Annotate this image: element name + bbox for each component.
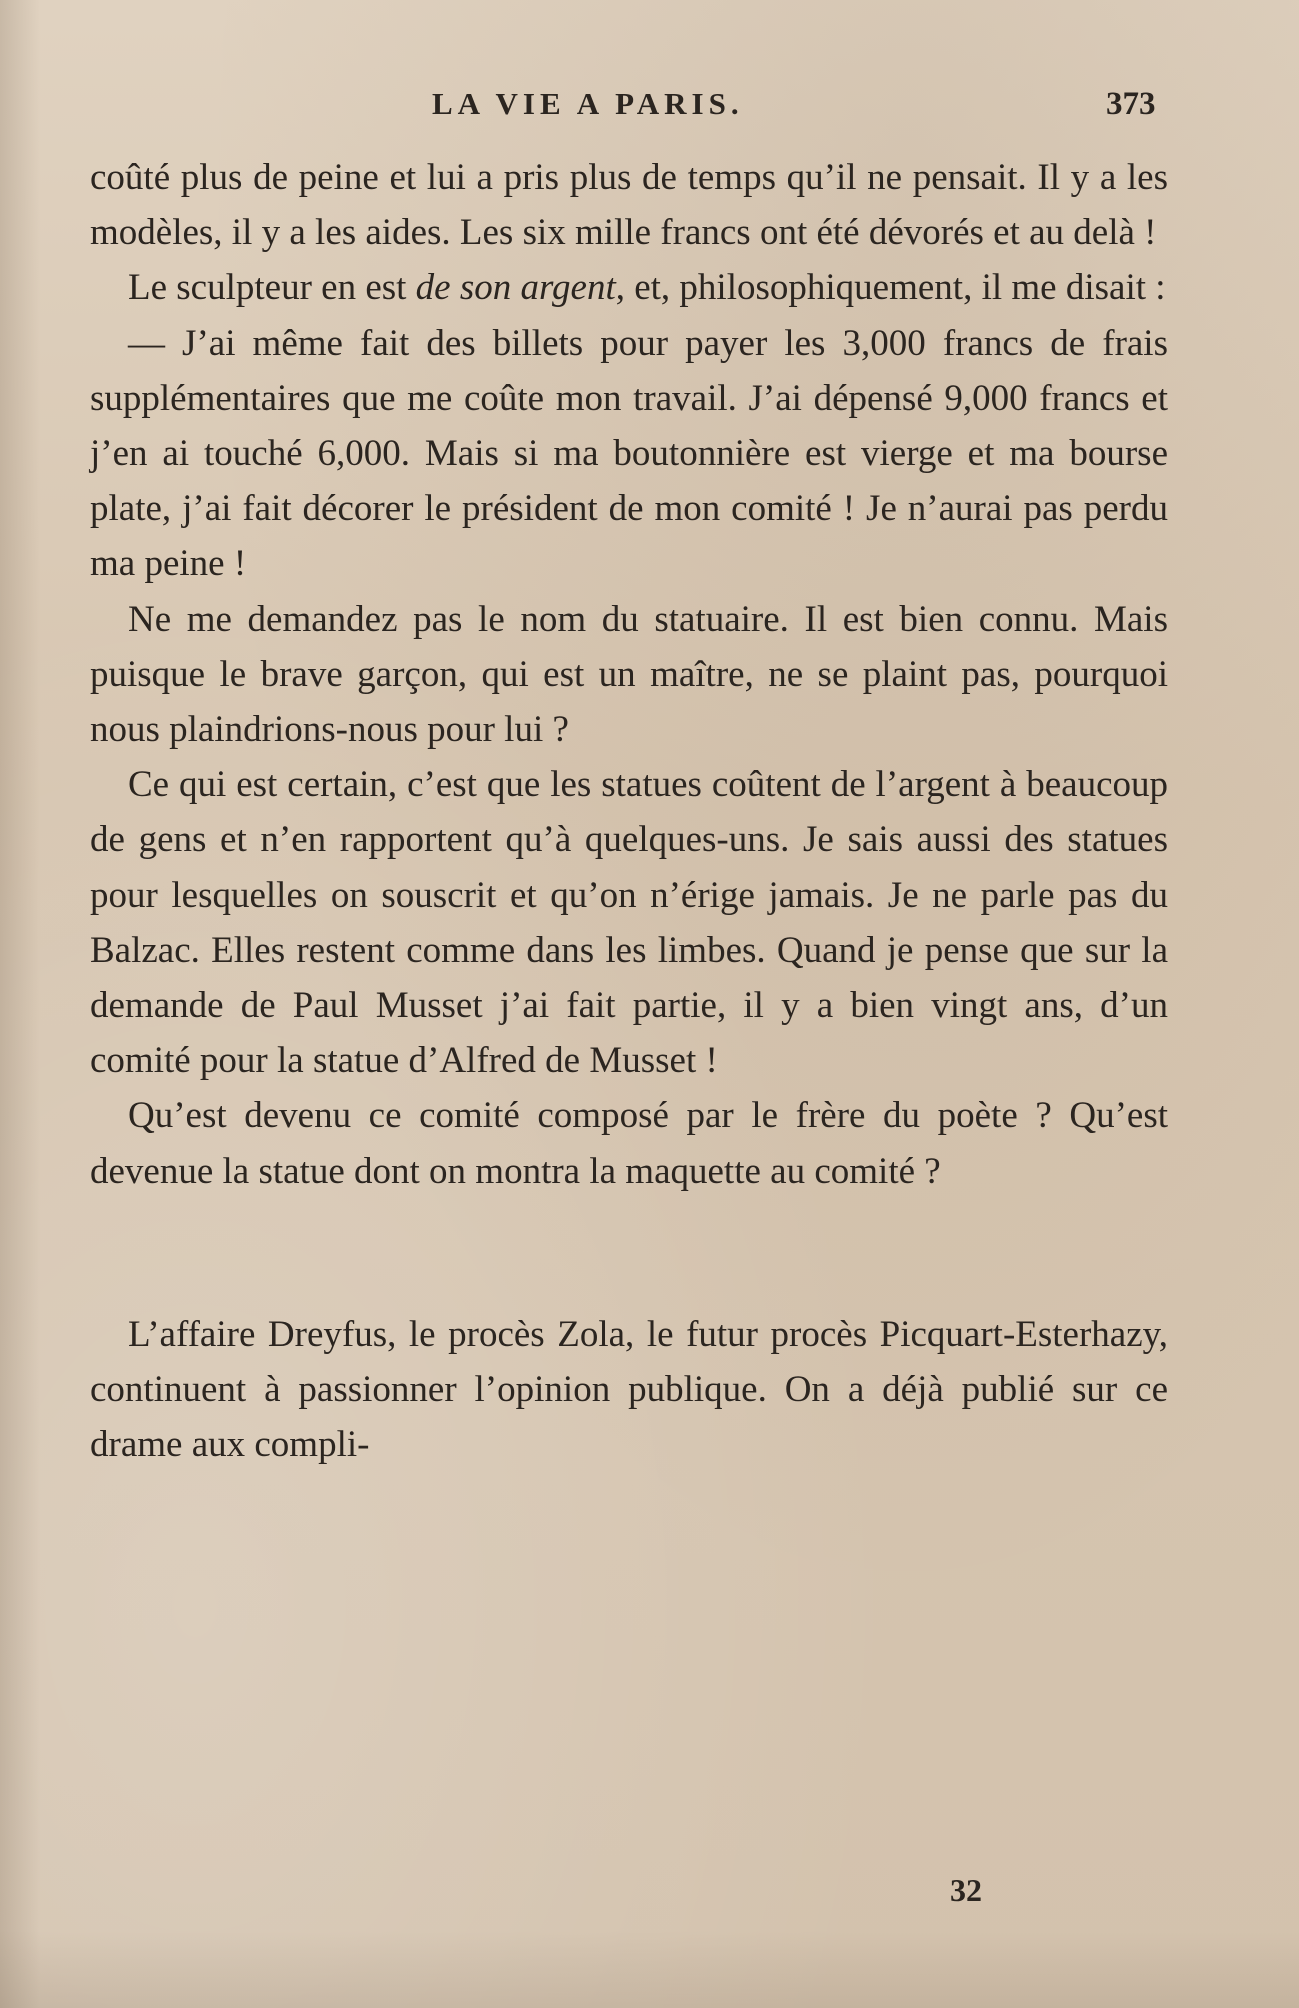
paragraph-quote: — J’ai même fait des billets pour payer les 3,000 francs de frais supplémentaires que me coûte mon travail. J’ai dépensé 9,000 francs et j’en ai touché 6,000. Mais si ma boutonnière est vierge et ma bourse plate, j’ai fait décorer le président de mon comité ! Je n’aurai pas perdu ma peine ! xyxy=(90,322,1168,585)
paragraph-statuary: Ne me demandez pas le nom du statuaire. Il est bien connu. Mais puisque le brave garçon, qui est un maître, ne se plaint pas, pourquoi nous plaindrions-nous pour lui ? xyxy=(90,598,1168,751)
running-head xyxy=(0,86,1299,126)
signature-mark: 32 xyxy=(950,1872,982,1908)
page-number: 373 xyxy=(1106,86,1156,122)
paragraph-sculptor xyxy=(90,260,1168,315)
page-bottom-shadow xyxy=(0,1930,1299,2008)
paragraph-sculptor-start: Le sculpteur en est xyxy=(128,267,416,309)
paragraph-dreyfus: L’affaire Dreyfus, le procès Zola, le futur procès Picquart-Esterhazy, continuent à passionner l’opinion publique. On a déjà publié sur ce drame aux compli- xyxy=(90,1313,1168,1466)
paragraph-statues: Ce qui est certain, c’est que les statues coûtent de l’argent à beaucoup de gens et n’en rapportent qu’à quelques-uns. Je sais aussi des statues pour lesquelles on souscrit et qu’on n’érige jamais. Je ne parle pas du Balzac. Elles restent comme dans les limbes. Quand je pense que sur la demande de Paul Musset j’ai fait partie, il y a bien vingt ans, d’un comité pour la statue d’Alfred de Musset ! xyxy=(90,764,1168,1082)
section-break xyxy=(90,1199,1168,1307)
page-edge-shadow xyxy=(0,0,40,2008)
paragraph-continuation: coûté plus de peine et lui a pris plus de temps qu’il ne pensait. Il y a les modèles, il y a les aides. Les six mille francs ont été dévorés et au delà ! xyxy=(90,157,1168,254)
running-title: LA VIE A PARIS. xyxy=(432,86,744,121)
body-text xyxy=(90,150,1168,1472)
paragraph-committee: Qu’est devenu ce comité composé par le frère du poète ? Qu’est devenue la statue dont on montra la maquette au comité ? xyxy=(90,1095,1168,1192)
italic-phrase: de son argent xyxy=(415,267,616,309)
paragraph-sculptor-end: , et, philosophiquement, il me disait : xyxy=(615,267,1166,309)
